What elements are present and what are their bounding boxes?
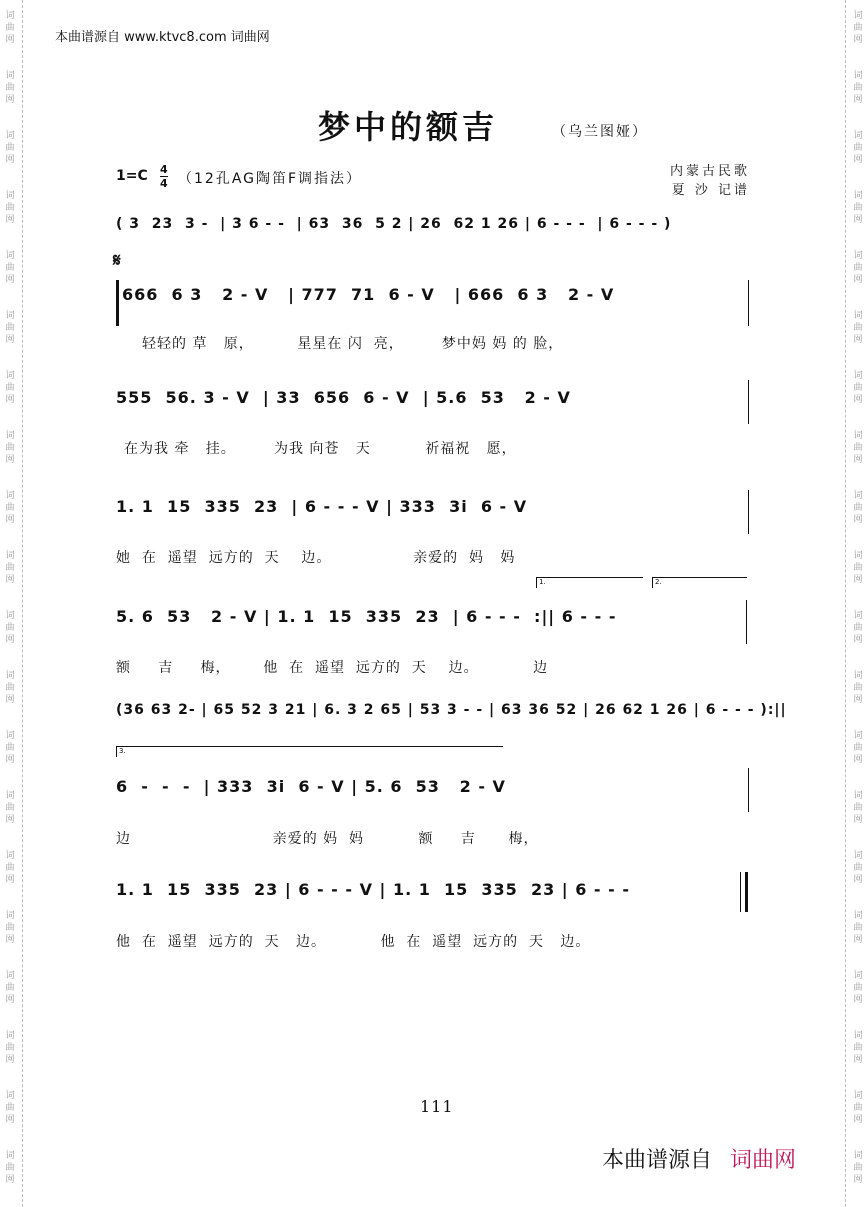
watermark-glyph-group (850, 660, 866, 720)
watermark-glyph: 曲 (5, 683, 15, 693)
watermark-glyph: 曲 (853, 143, 863, 153)
watermark-glyph: 曲 (853, 323, 863, 333)
watermark-glyph-group (2, 420, 18, 480)
watermark-glyph: 词 (853, 791, 863, 801)
time-signature-top: 4 (160, 163, 168, 176)
watermark-glyph: 词 (853, 1151, 863, 1161)
score-line-1: ( 3 23 3 - | 3 6 - - | 63 36 5 2 | 26 62 1 26 | 6 - - - | 6 - - - ) (116, 216, 672, 232)
watermark-glyph: 词 (5, 131, 15, 141)
footer-source (602, 1143, 796, 1174)
watermark-glyph: 词 (5, 11, 15, 21)
watermark-glyph: 网 (5, 1115, 15, 1125)
watermark-glyph: 曲 (853, 863, 863, 873)
barline (748, 380, 749, 424)
time-signature (160, 164, 168, 189)
watermark-glyph: 曲 (5, 743, 15, 753)
watermark-glyph-group (2, 600, 18, 660)
watermark-glyph: 曲 (5, 143, 15, 153)
watermark-glyph: 网 (853, 95, 863, 105)
watermark-glyph: 词 (853, 851, 863, 861)
score-line-5: 5. 6 53 2 - V | 1. 1 15 335 23 | 6 - - - :|| 6 - - - (116, 607, 617, 626)
watermark-glyph: 词 (853, 191, 863, 201)
watermark-glyph: 词 (853, 371, 863, 381)
watermark-glyph: 曲 (5, 263, 15, 273)
watermark-glyph: 网 (5, 1175, 15, 1185)
score-line-2: 666 6 3 2 - V | 777 71 6 - V | 666 6 3 2 - V (122, 285, 615, 304)
watermark-glyph-group (850, 240, 866, 300)
watermark-glyph-group (850, 180, 866, 240)
watermark-glyph: 词 (853, 431, 863, 441)
watermark-glyph: 曲 (853, 1163, 863, 1173)
watermark-glyph-group (850, 720, 866, 780)
barline (748, 490, 749, 534)
watermark-glyph: 网 (853, 635, 863, 645)
watermark-glyph: 词 (853, 131, 863, 141)
watermark-glyph-group (850, 840, 866, 900)
watermark-glyph: 网 (5, 335, 15, 345)
watermark-glyph: 网 (5, 635, 15, 645)
watermark-glyph: 网 (5, 935, 15, 945)
genre-credit: 内蒙古民歌 (669, 164, 750, 179)
watermark-glyph: 网 (5, 1055, 15, 1065)
score-line-7: 6 - - - | 333 3i 6 - V | 5. 6 53 2 - V (116, 777, 506, 796)
watermark-glyph: 曲 (853, 503, 863, 513)
watermark-glyph: 词 (5, 191, 15, 201)
watermark-glyph: 词 (853, 311, 863, 321)
watermark-glyph: 词 (5, 71, 15, 81)
watermark-glyph: 网 (5, 995, 15, 1005)
watermark-glyph: 网 (853, 575, 863, 585)
watermark-glyph-group (850, 1140, 866, 1200)
watermark-glyph: 词 (853, 1031, 863, 1041)
watermark-glyph: 网 (5, 455, 15, 465)
watermark-glyph: 网 (853, 995, 863, 1005)
lyric-line-5: 边 亲爱的 妈 妈 额 吉 梅， (116, 831, 539, 847)
watermark-glyph-group (850, 600, 866, 660)
watermark-glyph: 曲 (5, 83, 15, 93)
watermark-glyph: 词 (853, 731, 863, 741)
watermark-glyph-group (2, 360, 18, 420)
time-signature-bottom: 4 (160, 177, 168, 190)
watermark-glyph: 曲 (5, 923, 15, 933)
watermark-glyph: 词 (853, 491, 863, 501)
watermark-glyph: 词 (853, 71, 863, 81)
watermark-glyph: 词 (5, 731, 15, 741)
watermark-glyph: 网 (853, 755, 863, 765)
lyric-line-4: 额 吉 梅， 他 在 遥望 远方的 天 边。 边 (116, 660, 549, 676)
watermark-glyph: 网 (5, 95, 15, 105)
watermark-glyph: 词 (853, 971, 863, 981)
lyric-line-6: 他 在 遥望 远方的 天 边。 他 在 遥望 远方的 天 边。 (116, 934, 591, 950)
watermark-glyph-group (2, 0, 18, 60)
watermark-glyph: 网 (853, 695, 863, 705)
watermark-glyph: 词 (5, 851, 15, 861)
watermark-glyph: 网 (853, 455, 863, 465)
watermark-glyph-group (850, 1080, 866, 1140)
key-signature: 1=C (116, 168, 148, 184)
watermark-glyph-group (2, 840, 18, 900)
repeat-start-bar (116, 280, 119, 326)
score-line-8: 1. 1 15 335 23 | 6 - - - V | 1. 1 15 335 23 | 6 - - - (116, 880, 630, 899)
watermark-glyph: 曲 (5, 23, 15, 33)
watermark-glyph-group (2, 900, 18, 960)
barline (746, 600, 747, 644)
watermark-glyph: 网 (853, 155, 863, 165)
watermark-glyph-group (2, 540, 18, 600)
watermark-glyph: 词 (5, 311, 15, 321)
watermark-glyph: 词 (5, 611, 15, 621)
watermark-glyph-group (850, 60, 866, 120)
watermark-glyph: 网 (5, 275, 15, 285)
watermark-glyph-group (850, 0, 866, 60)
watermark-glyph-group (850, 900, 866, 960)
watermark-glyph: 词 (5, 911, 15, 921)
watermark-glyph: 曲 (5, 1103, 15, 1113)
lyric-line-2: 在为我 牵 挂。 为我 向苍 天 祈福祝 愿， (124, 441, 517, 457)
right-margin-line (845, 0, 846, 1207)
score-line-4: 1. 1 15 335 23 | 6 - - - V | 333 3i 6 - V (116, 497, 528, 516)
final-barline-thin (740, 872, 741, 912)
watermark-glyph: 网 (853, 215, 863, 225)
watermark-glyph-group (850, 960, 866, 1020)
watermark-glyph: 网 (5, 815, 15, 825)
watermark-glyph: 曲 (5, 803, 15, 813)
watermark-glyph: 词 (5, 371, 15, 381)
lyric-line-1: 轻轻的 草 原， 星星在 闪 亮， 梦中妈 妈 的 脸， (142, 336, 564, 352)
watermark-glyph: 词 (5, 1151, 15, 1161)
watermark-glyph: 网 (5, 395, 15, 405)
watermark-glyph: 词 (853, 551, 863, 561)
watermark-glyph: 网 (5, 35, 15, 45)
volta-3-bracket: 3. (116, 746, 503, 757)
lyric-line-3: 她 在 遥望 远方的 天 边。 亲爱的 妈 妈 (116, 550, 516, 566)
watermark-glyph: 曲 (853, 743, 863, 753)
watermark-glyph: 网 (853, 815, 863, 825)
watermark-glyph: 词 (5, 551, 15, 561)
watermark-glyph: 曲 (853, 443, 863, 453)
watermark-glyph-group (850, 540, 866, 600)
volta-1-bracket: 1. (536, 577, 643, 588)
watermark-glyph-group (2, 120, 18, 180)
page-number: 111 (420, 1097, 454, 1116)
watermark-glyph-group (850, 780, 866, 840)
score-line-3: 555 56. 3 - V | 33 656 6 - V | 5.6 53 2 - V (116, 388, 571, 407)
right-watermark (850, 0, 866, 1207)
watermark-glyph-group (2, 300, 18, 360)
watermark-glyph: 网 (853, 935, 863, 945)
watermark-glyph: 曲 (5, 1163, 15, 1173)
watermark-glyph: 曲 (853, 923, 863, 933)
watermark-glyph-group (850, 300, 866, 360)
watermark-glyph: 曲 (853, 383, 863, 393)
watermark-glyph-group (2, 780, 18, 840)
watermark-glyph: 词 (5, 1031, 15, 1041)
watermark-glyph: 词 (853, 611, 863, 621)
arranger-credit: 夏 沙 记谱 (671, 183, 750, 198)
watermark-glyph: 网 (853, 1175, 863, 1185)
watermark-glyph-group (850, 1020, 866, 1080)
watermark-glyph: 词 (5, 431, 15, 441)
watermark-glyph: 曲 (5, 323, 15, 333)
final-barline-thick (745, 872, 748, 912)
watermark-glyph: 词 (853, 11, 863, 21)
watermark-glyph: 词 (853, 1091, 863, 1101)
footer-site-name: 词曲网 (730, 1148, 797, 1173)
watermark-glyph: 曲 (853, 983, 863, 993)
watermark-glyph: 曲 (853, 623, 863, 633)
watermark-glyph: 词 (853, 251, 863, 261)
watermark-glyph: 曲 (5, 203, 15, 213)
watermark-glyph: 曲 (853, 83, 863, 93)
watermark-glyph: 网 (853, 275, 863, 285)
left-watermark (2, 0, 18, 1207)
watermark-glyph-group (2, 960, 18, 1020)
watermark-glyph: 曲 (853, 683, 863, 693)
barline (748, 768, 749, 812)
watermark-glyph-group (2, 240, 18, 300)
watermark-glyph: 曲 (5, 623, 15, 633)
watermark-glyph: 曲 (853, 1043, 863, 1053)
watermark-glyph-group (2, 1020, 18, 1080)
source-note: 本曲谱源自 www.ktvc8.com 词曲网 (55, 30, 270, 45)
watermark-glyph-group (2, 60, 18, 120)
watermark-glyph: 网 (853, 1115, 863, 1125)
watermark-glyph: 曲 (5, 1043, 15, 1053)
watermark-glyph-group (2, 480, 18, 540)
segno-sign: 𝄋 (113, 250, 121, 271)
watermark-glyph: 网 (5, 695, 15, 705)
instrument-note: （12孔AG陶笛F调指法） (178, 171, 363, 187)
watermark-glyph: 曲 (853, 803, 863, 813)
watermark-glyph: 曲 (853, 1103, 863, 1113)
watermark-glyph: 网 (5, 215, 15, 225)
watermark-glyph-group (850, 420, 866, 480)
watermark-glyph: 词 (5, 971, 15, 981)
watermark-glyph-group (2, 180, 18, 240)
watermark-glyph-group (850, 360, 866, 420)
left-margin-line (22, 0, 23, 1207)
watermark-glyph: 曲 (853, 203, 863, 213)
watermark-glyph: 网 (5, 515, 15, 525)
watermark-glyph: 词 (5, 1091, 15, 1101)
barline (748, 280, 749, 326)
song-subtitle: （乌兰图娅） (552, 124, 648, 140)
watermark-glyph-group (2, 1080, 18, 1140)
watermark-glyph: 词 (853, 911, 863, 921)
watermark-glyph: 网 (853, 875, 863, 885)
watermark-glyph: 曲 (5, 983, 15, 993)
watermark-glyph-group (2, 720, 18, 780)
score-line-6: (36 63 2- | 65 52 3 21 | 6. 3 2 65 | 53 3 - - | 63 36 52 | 26 62 1 26 | 6 - - - ):|| (116, 702, 787, 718)
watermark-glyph: 网 (853, 515, 863, 525)
watermark-glyph: 词 (5, 791, 15, 801)
watermark-glyph: 网 (853, 335, 863, 345)
watermark-glyph-group (850, 480, 866, 540)
watermark-glyph-group (2, 660, 18, 720)
watermark-glyph: 曲 (853, 263, 863, 273)
watermark-glyph: 网 (853, 35, 863, 45)
watermark-glyph: 曲 (5, 863, 15, 873)
volta-2-bracket: 2. (652, 577, 747, 588)
watermark-glyph-group (2, 1140, 18, 1200)
watermark-glyph: 网 (5, 875, 15, 885)
song-title: 梦中的额吉 (318, 108, 499, 146)
watermark-glyph: 曲 (5, 563, 15, 573)
watermark-glyph: 词 (5, 251, 15, 261)
watermark-glyph: 网 (5, 575, 15, 585)
watermark-glyph: 词 (853, 671, 863, 681)
footer-source-label: 本曲谱源自 (602, 1148, 713, 1173)
watermark-glyph: 曲 (5, 383, 15, 393)
watermark-glyph: 网 (5, 155, 15, 165)
watermark-glyph: 曲 (853, 23, 863, 33)
watermark-glyph: 网 (853, 1055, 863, 1065)
watermark-glyph: 曲 (5, 503, 15, 513)
watermark-glyph-group (850, 120, 866, 180)
watermark-glyph: 曲 (853, 563, 863, 573)
watermark-glyph: 词 (5, 491, 15, 501)
watermark-glyph: 词 (5, 671, 15, 681)
watermark-glyph: 网 (5, 755, 15, 765)
watermark-glyph: 网 (853, 395, 863, 405)
watermark-glyph: 曲 (5, 443, 15, 453)
